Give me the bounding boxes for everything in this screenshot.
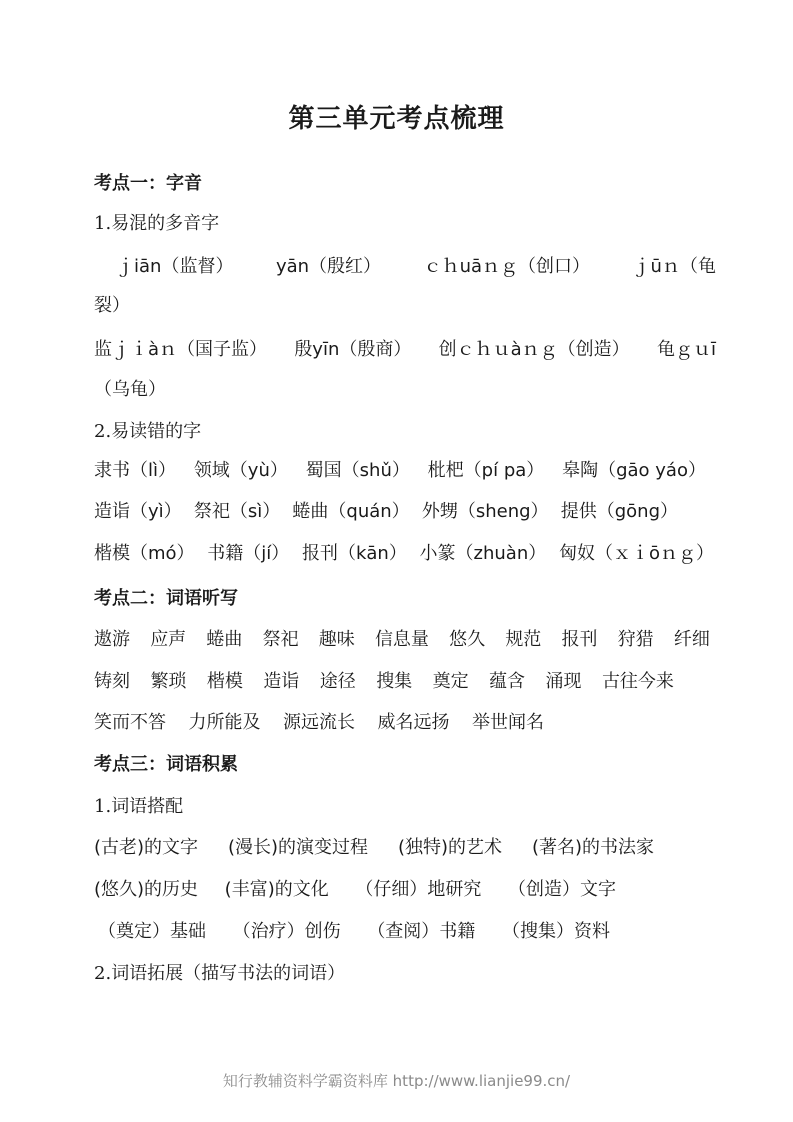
subheading-misread xyxy=(94,418,724,446)
misread-item: 报刊（kān） xyxy=(301,543,407,564)
misread-item: 领域（yù） xyxy=(193,460,288,481)
collocation-row-1 xyxy=(94,834,654,862)
dictation-word: 趣味 xyxy=(318,629,355,650)
misread-item: 外甥（sheng） xyxy=(421,501,549,522)
page-title: 第三单元考点梳理 xyxy=(288,104,505,134)
polyphonic-row-2 xyxy=(94,336,716,364)
misread-item: 隶书（lì） xyxy=(94,460,177,481)
collocation-item: (悠久)的历史 xyxy=(94,879,199,900)
dictation-word: 源远流长 xyxy=(283,712,355,733)
collocation-row-2 xyxy=(94,876,616,904)
misread-item: 皋陶（gāo yáo） xyxy=(562,460,706,481)
footer-watermark: 知行教辅资料学霸资料库 http://www.lianjie99.cn/ xyxy=(222,1072,571,1090)
dictation-word: 古往今来 xyxy=(601,671,674,692)
dictation-word: 奠定 xyxy=(432,671,469,692)
collocation-item: (丰富)的文化 xyxy=(224,879,329,900)
collocation-item: （仔细）地研究 xyxy=(355,879,482,900)
dictation-word: 举世闻名 xyxy=(472,712,544,733)
dictation-row-1 xyxy=(94,626,710,654)
section-heading-1: 考点一：字音 xyxy=(94,173,202,194)
dictation-word: 悠久 xyxy=(449,629,486,650)
dictation-word: 威名远扬 xyxy=(377,712,450,733)
subheading-extension xyxy=(94,960,724,988)
collocation-item: （奠定）基础 xyxy=(98,921,206,942)
subheading-number: 1. xyxy=(94,796,112,817)
collocation-item: (著名)的书法家 xyxy=(531,837,654,858)
dictation-word: 应声 xyxy=(150,629,187,650)
dictation-word: 力所能及 xyxy=(188,712,261,733)
poly-item: ｊiān（监督） xyxy=(116,256,234,277)
dictation-row-2 xyxy=(94,668,674,696)
dictation-word: 繁琐 xyxy=(150,671,187,692)
dictation-word: 楷模 xyxy=(206,671,243,692)
subheading-text: 词语搭配 xyxy=(111,796,184,817)
dictation-word: 蜷曲 xyxy=(206,629,243,650)
misread-item: 造诣（yì） xyxy=(94,501,182,522)
collocation-item: （查阅）书籍 xyxy=(367,921,476,942)
dictation-word: 祭祀 xyxy=(262,629,299,650)
dictation-word: 铸刻 xyxy=(94,671,130,692)
dictation-word: 途径 xyxy=(319,671,356,692)
section-heading-2: 考点二：词语听写 xyxy=(94,588,238,609)
poly-item: ｃｈuāｎｇ（创口） xyxy=(423,256,591,277)
subheading-number: 2. xyxy=(94,963,112,984)
dictation-word: 信息量 xyxy=(374,629,429,650)
subheading-text: 易读错的字 xyxy=(111,421,202,442)
collocation-item: （治疗）创伤 xyxy=(232,921,341,942)
collocation-item: (漫长)的演变过程 xyxy=(227,837,369,858)
collocation-item: （创造）文字 xyxy=(507,879,616,900)
poly-item: 殷yīn（殷商） xyxy=(294,339,412,360)
dictation-word: 造诣 xyxy=(263,671,300,692)
dictation-word: 规范 xyxy=(505,629,542,650)
section-heading-3: 考点三：词语积累 xyxy=(94,754,238,775)
dictation-word: 搜集 xyxy=(376,671,413,692)
poly-item: 创ｃｈｕàｎｇ（创造） xyxy=(438,339,630,360)
subheading-text: 词语拓展（描写书法的词语） xyxy=(111,963,346,984)
misread-item: 祭祀（sì） xyxy=(193,501,281,522)
misread-row-2 xyxy=(94,498,678,526)
subheading-collocation xyxy=(94,793,724,821)
misread-item: 提供（gōng） xyxy=(560,501,678,522)
dictation-word: 涌现 xyxy=(545,671,582,692)
collocation-item: (古老)的文字 xyxy=(94,837,199,858)
subheading-number: 2. xyxy=(94,421,112,442)
dictation-word: 报刊 xyxy=(561,629,598,650)
misread-row-1 xyxy=(94,457,706,485)
misread-row-3 xyxy=(94,540,714,568)
dictation-word: 狩猎 xyxy=(617,629,654,650)
misread-item: 枇杷（pí pa） xyxy=(427,460,545,481)
poly-item: 龟ｇｕī xyxy=(656,339,716,360)
dictation-word: 笑而不答 xyxy=(94,712,166,733)
misread-item: 蜀国（shǔ） xyxy=(305,460,410,481)
dictation-word: 纤细 xyxy=(673,629,710,650)
misread-item: 楷模（mó） xyxy=(94,543,195,564)
poly-item: 监ｊｉàｎ（国子监） xyxy=(94,339,268,360)
polyphonic-row-1 xyxy=(116,253,716,281)
polyphonic-row-1-cont: 裂） xyxy=(94,295,130,316)
subheading-text: 易混的多音字 xyxy=(111,213,220,234)
dictation-row-3 xyxy=(94,709,544,737)
collocation-item: （搜集）资料 xyxy=(501,921,610,942)
dictation-word: 蕴含 xyxy=(489,671,526,692)
subheading-polyphonic xyxy=(94,210,724,238)
polyphonic-row-2-cont: （乌龟） xyxy=(94,379,166,400)
subheading-number: 1. xyxy=(94,213,112,234)
dictation-word: 遨游 xyxy=(94,629,130,650)
misread-item: 匈奴（ｘｉōｎｇ） xyxy=(558,543,714,564)
misread-item: 小篆（zhuàn） xyxy=(419,543,547,564)
poly-item: yān（殷红） xyxy=(275,256,382,277)
poly-item: ｊūｎ（龟 xyxy=(632,256,716,277)
collocation-item: (独特)的艺术 xyxy=(397,837,503,858)
misread-item: 书籍（jí） xyxy=(207,543,290,564)
misread-item: 蜷曲（quán） xyxy=(292,501,410,522)
collocation-row-3 xyxy=(98,918,610,946)
